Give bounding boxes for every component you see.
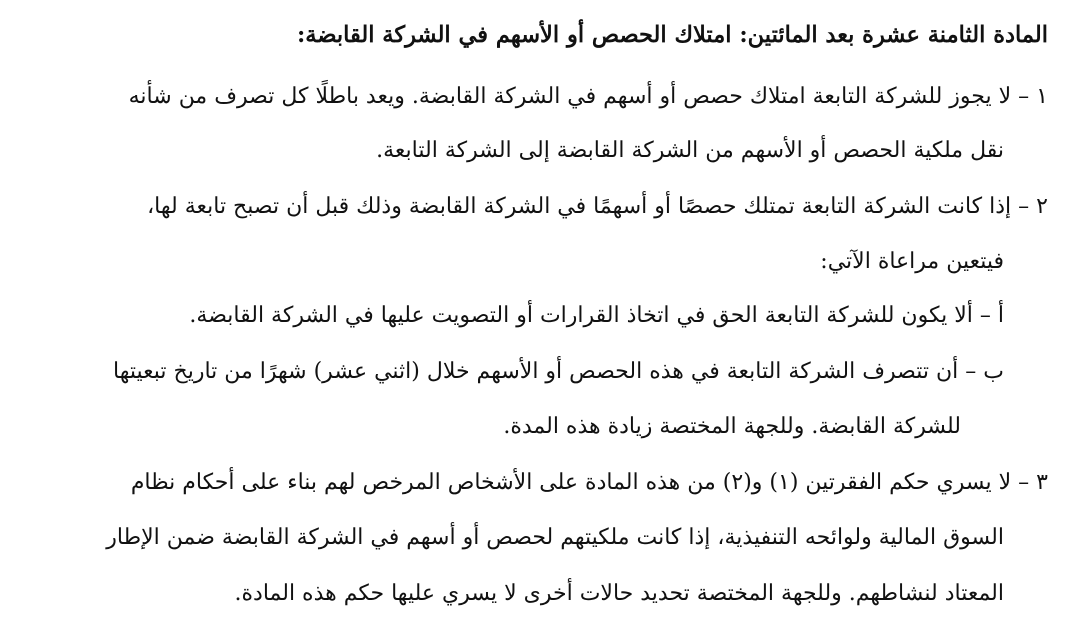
sub-a-text: ألا يكون للشركة التابعة الحق في اتخاذ القرارات أو التصويت عليها في الشركة القابضة. [189,303,973,328]
clause-2-text-1: إذا كانت الشركة التابعة تمتلك حصصًا أو أسهمًا في الشركة القابضة وذلك قبل أن تصبح تابعة لها، [147,194,1012,219]
clause-1-number: ١ – [1018,84,1048,109]
clause-3-line-3: المعتاد لنشاطهم. وللجهة المختصة تحديد حالات أخرى لا يسري عليها حكم هذه المادة. [234,581,1004,606]
sub-b-label: ب – [965,359,1004,384]
clause-1-line-1 [129,86,1048,108]
clause-1-text-1: لا يجوز للشركة التابعة امتلاك حصص أو أسهم في الشركة القابضة. ويعد باطلًا كل تصرف من شأنه [128,84,1012,109]
clause-3-line-2: السوق المالية ولوائحه التنفيذية، إذا كانت ملكيتهم لحصص أو أسهم في الشركة القابضة ضمن الإطار [106,525,1004,550]
article-title: المادة الثامنة عشرة بعد المائتين: امتلاك الحصص أو الأسهم في الشركة القابضة: [296,22,1048,48]
clause-3-line-1 [131,472,1048,494]
clause-2-sub-b-line-2: للشركة القابضة. وللجهة المختصة زيادة هذه المدة. [503,414,961,439]
clause-1-line-2: نقل ملكية الحصص أو الأسهم من الشركة القابضة إلى الشركة التابعة. [376,138,1004,163]
clause-2-sub-b-line-1 [113,361,1004,383]
clause-2-number: ٢ – [1018,194,1048,219]
clause-3-text-1: لا يسري حكم الفقرتين (١) و(٢) من هذه المادة على الأشخاص المرخص لهم بناء على أحكام نظام [130,470,1012,495]
sub-a-label: أ – [979,303,1004,328]
clause-3-number: ٣ – [1018,470,1048,495]
clause-2-line-1 [147,196,1048,218]
sub-b-text-1: أن تتصرف الشركة التابعة في هذه الحصص أو الأسهم خلال (اثني عشر) شهرًا من تاريخ تبعيتها [113,359,959,384]
clause-2-sub-a [189,305,1004,327]
clause-2-line-2: فيتعين مراعاة الآتي: [820,249,1004,274]
